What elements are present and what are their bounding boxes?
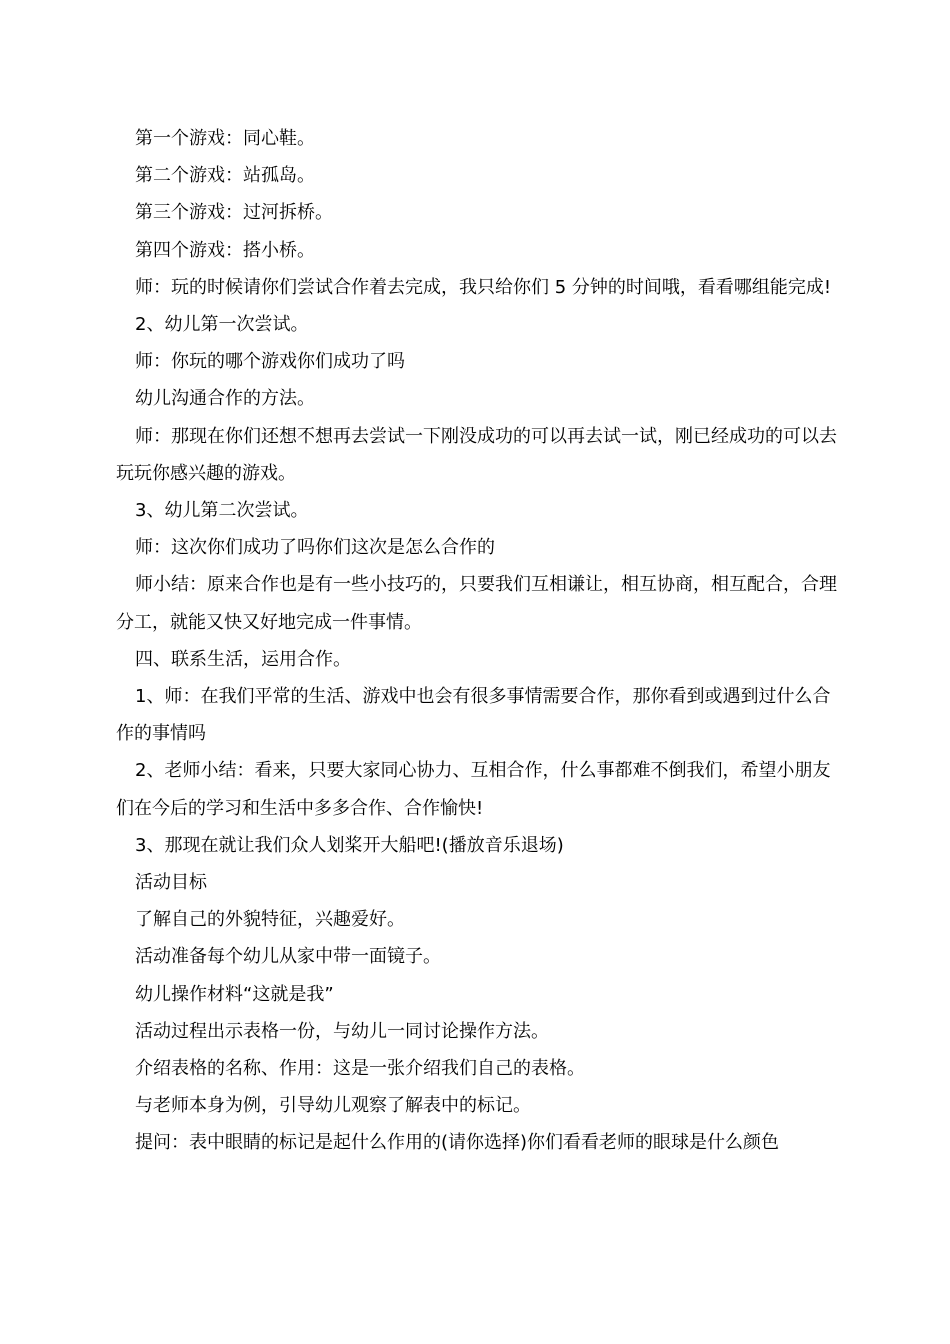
paragraph: 活动过程出示表格一份，与幼儿一同讨论操作方法。 [135,1020,549,1042]
paragraph: 介绍表格的名称、作用：这是一张介绍我们自己的表格。 [135,1058,585,1080]
paragraph: 了解自己的外貌特征，兴趣爱好。 [135,909,405,931]
paragraph: 师：那现在你们还想不想再去尝试一下刚没成功的可以再去试一试，刚已经成功的可以去玩玩你感兴趣的游戏。 [116,425,837,484]
paragraph: 与老师本身为例，引导幼儿观察了解表中的标记。 [135,1095,531,1117]
paragraph: 师：玩的时候请你们尝试合作着去完成，我只给你们 5 分钟的时间哦，看看哪组能完成! [135,276,832,298]
paragraph: 3、那现在就让我们众人划桨开大船吧!(播放音乐退场) [135,834,564,856]
paragraph: 2、老师小结：看来，只要大家同心协力、互相合作，什么事都难不倒我们，希望小朋友们在今后的学习和生活中多多合作、合作愉快! [116,760,831,819]
paragraph: 提问：表中眼睛的标记是起什么作用的(请你选择)你们看看老师的眼球是什么颜色 [135,1132,780,1154]
paragraph: 活动准备每个幼儿从家中带一面镜子。 [135,946,441,968]
paragraph: 1、师：在我们平常的生活、游戏中也会有很多事情需要合作，那你看到或遇到过什么合作的事情吗 [116,686,831,745]
paragraph: 幼儿沟通合作的方法。 [135,388,315,410]
paragraph: 师：这次你们成功了吗你们这次是怎么合作的 [135,537,495,559]
paragraph: 师：你玩的哪个游戏你们成功了吗 [135,351,405,373]
paragraph: 第一个游戏：同心鞋。 [135,128,315,149]
paragraph: 师小结：原来合作也是有一些小技巧的，只要我们互相谦让，相互协商，相互配合，合理分工，就能又快又好地完成一件事情。 [116,574,837,633]
paragraph: 2、幼儿第一次尝试。 [135,314,309,336]
paragraph: 第四个游戏：搭小桥。 [135,239,315,261]
document-body [116,120,838,1162]
paragraph: 幼儿操作材料“这就是我” [135,983,334,1005]
paragraph: 3、幼儿第二次尝试。 [135,500,309,522]
section-heading: 四、联系生活，运用合作。 [135,648,351,670]
paragraph: 第二个游戏：站孤岛。 [135,165,315,187]
section-heading: 活动目标 [135,872,207,894]
paragraph: 第三个游戏：过河拆桥。 [135,202,333,224]
